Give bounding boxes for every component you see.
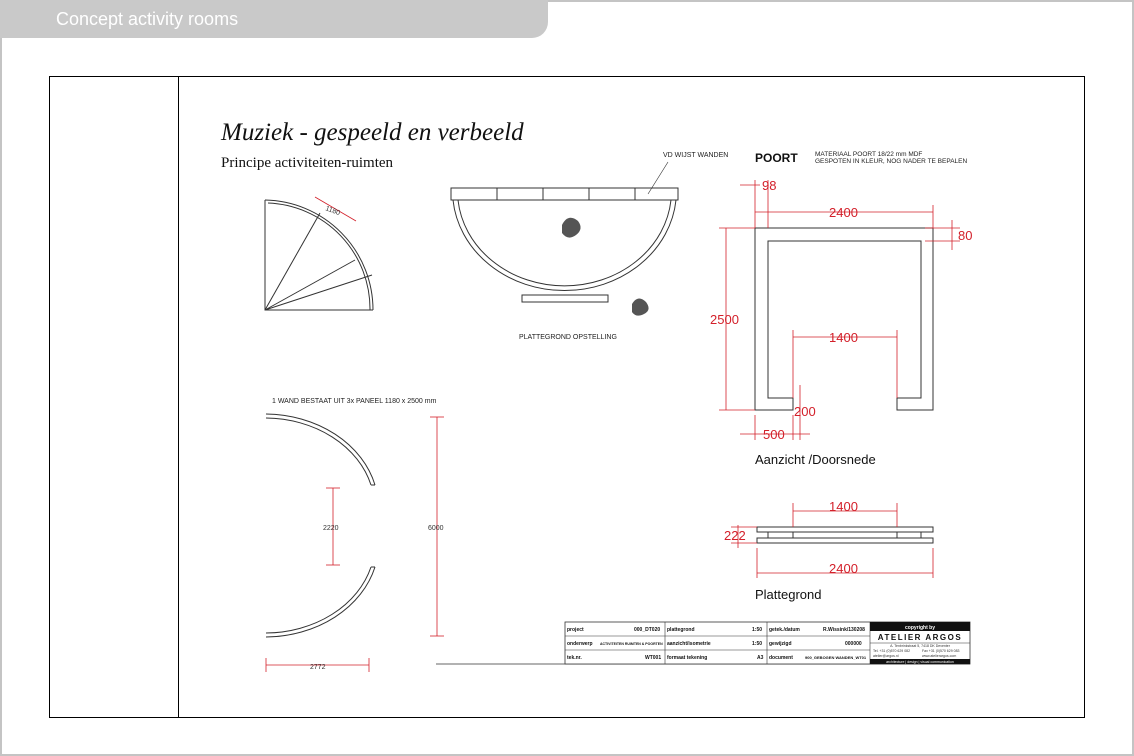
note-walls: VD WIJST WANDEN: [663, 152, 729, 159]
drawing-title: Muziek - gespeeld en verbeeld: [221, 119, 524, 146]
dim-2220: 2220: [323, 525, 339, 532]
gate-elevation: [755, 228, 933, 410]
gate-title: POORT: [755, 151, 798, 165]
tb-getek-value: R.Wissink/130208: [823, 627, 865, 633]
dim-98: 98: [762, 178, 777, 193]
dim-1400-b: 1400: [829, 499, 858, 514]
tb-project-value: 000_DT020: [634, 627, 661, 633]
figure-icon: [562, 218, 581, 238]
tb-fax: Fax +31 (0)570 629 083: [922, 649, 960, 653]
dim-1400: 1400: [829, 330, 858, 345]
dim-2400: 2400: [829, 205, 858, 220]
wall-dimensions: [266, 417, 444, 672]
tb-document-value: 900_GEBOGEN WANDEN_WT01: [805, 655, 867, 660]
dim-2500: 2500: [710, 312, 739, 327]
dim-2772: 2772: [310, 664, 326, 671]
view-label: Aanzicht /Doorsnede: [755, 452, 876, 467]
tb-project-label: project: [567, 627, 584, 633]
dim-2400-b: 2400: [829, 561, 858, 576]
plan-view-label: Plattegrond: [755, 587, 822, 602]
leader-line: [648, 162, 668, 194]
dim-200: 200: [794, 404, 816, 419]
company-logo: ATELIER ARGOS: [877, 633, 963, 642]
tb-formaat-value: A3: [757, 655, 764, 661]
plan-label: PLATTEGROND OPSTELLING: [519, 334, 617, 341]
dim-80: 80: [958, 228, 973, 243]
tb-teknr-label: tek.nr.: [567, 655, 582, 661]
dim-1180: 1180: [324, 205, 341, 218]
tb-tel: Tel. +31 (0)570 629 082: [873, 649, 911, 653]
wall-note: 1 WAND BESTAAT UIT 3x PANEEL 1180 x 2500 mm: [272, 398, 437, 405]
section-title: Concept activity rooms: [56, 9, 239, 29]
tb-getek-label: getek./datum: [769, 627, 800, 633]
tb-web: www.atelierargos.com: [922, 654, 957, 658]
tb-plattegrond-value: 1:50: [752, 627, 763, 633]
drawing-subtitle: Principe activiteiten-ruimten: [221, 155, 394, 171]
tb-plattegrond-label: plattegrond: [667, 627, 695, 633]
gate-material-1: MATERIAAL POORT 18/22 mm MDF: [815, 151, 923, 158]
quarter-circle-plan: [265, 200, 373, 310]
curved-walls: [266, 414, 375, 637]
gate-plan: [757, 527, 933, 543]
tb-tagline: architecture | design | visual communication: [886, 660, 954, 664]
tb-email: atelier@argos.nl: [873, 654, 899, 658]
dim-500: 500: [763, 427, 785, 442]
half-circle-plan: [451, 188, 678, 302]
tb-onderwerp-label: onderwerp: [567, 641, 593, 647]
tb-teknr-value: WT001: [645, 655, 662, 661]
gate-material-2: GESPOTEN IN KLEUR, NOG NADER TE BEPALEN: [815, 158, 968, 165]
tb-address: A. Tenbrinkstraat 5, 7418 DK Deventer: [890, 644, 950, 648]
tb-onderwerp-value: ACTIVITEITEN RUIMTEN & POORTEN: [600, 642, 663, 646]
tb-copyright: copyright by: [904, 625, 936, 631]
figure-icon: [632, 298, 649, 315]
tb-aanzicht-label: aanzicht/isometrie: [667, 641, 711, 647]
dim-222: 222: [724, 528, 746, 543]
tb-gewijzigd-value: 000000: [845, 641, 862, 647]
tb-formaat-label: formaat tekening: [667, 655, 708, 661]
tb-document-label: document: [769, 655, 793, 661]
dim-6000: 6000: [428, 525, 444, 532]
tb-gewijzigd-label: gewijzigd: [769, 641, 792, 647]
tb-aanzicht-value: 1:50: [752, 641, 763, 647]
